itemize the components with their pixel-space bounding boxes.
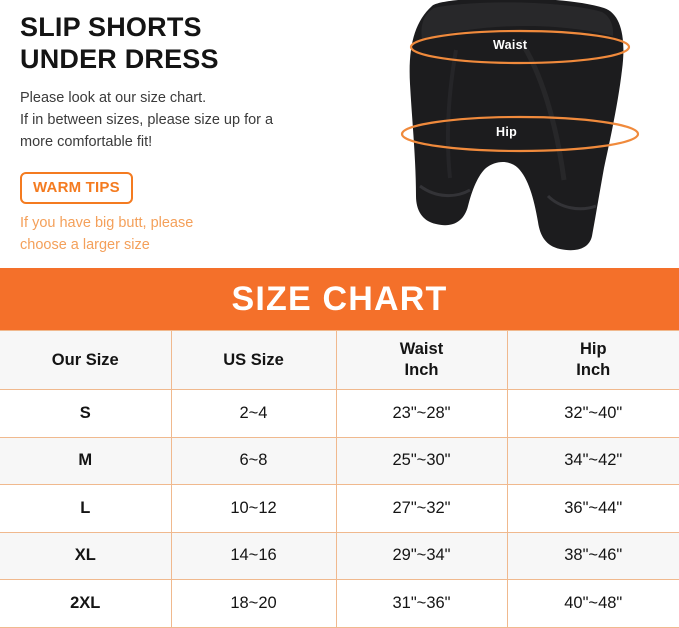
hip-measure-label: Hip [496, 125, 518, 139]
subtext-line-2: If in between sizes, please size up for a [20, 112, 274, 129]
column-header-waist [336, 331, 507, 390]
cell-our-size: 2XL [0, 580, 171, 628]
size-chart-table [0, 330, 679, 628]
column-header-our-size [0, 331, 171, 390]
page-title [20, 12, 360, 75]
column-header-hip-main: Hip [579, 340, 607, 359]
cell-hip: 40"~48" [507, 580, 679, 628]
cell-our-size: S [0, 390, 171, 438]
waist-measure-label: Waist [493, 38, 528, 52]
tip-line-1: If you have big butt, please [20, 215, 194, 232]
cell-waist: 27"~32" [336, 485, 507, 533]
column-header-waist-main: Waist [399, 340, 444, 359]
cell-waist: 31"~36" [336, 580, 507, 628]
intro-text-block [20, 12, 360, 257]
warm-tips-badge: WARM TIPS [20, 172, 133, 204]
headline-line-2: UNDER DRESS [20, 43, 219, 74]
cell-waist: 25"~30" [336, 437, 507, 485]
column-header-hip-unit: Inch [576, 361, 611, 379]
cell-us-size: 18~20 [171, 580, 336, 628]
cell-hip: 34"~42" [507, 437, 679, 485]
table-row [0, 532, 679, 580]
warm-tips-text [20, 213, 360, 257]
column-header-hip [507, 331, 679, 390]
cell-us-size: 2~4 [171, 390, 336, 438]
cell-us-size: 6~8 [171, 437, 336, 485]
top-section [0, 0, 679, 268]
subtext-line-3: more comfortable fit! [20, 134, 153, 151]
table-header-row [0, 331, 679, 390]
intro-subtext [20, 87, 360, 153]
column-header-us-size [171, 331, 336, 390]
tip-line-2: choose a larger size [20, 237, 150, 253]
cell-us-size: 14~16 [171, 532, 336, 580]
size-chart-title: SIZE CHART [231, 279, 448, 318]
cell-our-size: M [0, 437, 171, 485]
cell-waist: 29"~34" [336, 532, 507, 580]
table-row [0, 390, 679, 438]
product-photo [360, 0, 679, 268]
subtext-line-1: Please look at our size chart. [20, 90, 207, 107]
cell-hip: 32"~40" [507, 390, 679, 438]
table-row [0, 485, 679, 533]
cell-us-size: 10~12 [171, 485, 336, 533]
size-chart-banner [0, 268, 679, 330]
table-row [0, 437, 679, 485]
cell-hip: 36"~44" [507, 485, 679, 533]
column-header-waist-unit: Inch [404, 361, 439, 379]
cell-our-size: L [0, 485, 171, 533]
cell-waist: 23"~28" [336, 390, 507, 438]
cell-hip: 38"~46" [507, 532, 679, 580]
cell-our-size: XL [0, 532, 171, 580]
column-header-our-size-main: Our Size [51, 350, 119, 369]
column-header-us-size-main: US Size [223, 350, 284, 369]
headline-line-1: SLIP SHORTS [20, 12, 202, 42]
